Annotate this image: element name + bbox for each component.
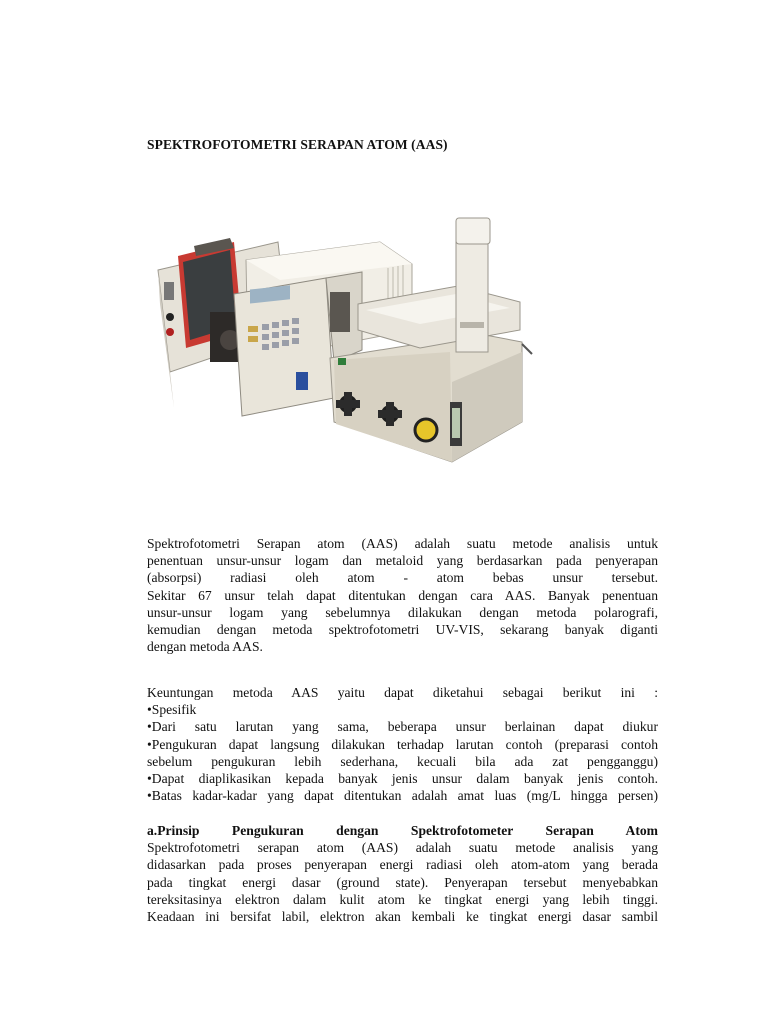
- intro-paragraph: [147, 535, 658, 655]
- list-item: sebelum pengukuran lebih sederhana, kecuali bila ada zat pengganggu): [147, 753, 658, 769]
- paragraph-line: Keadaan ini bersifat labil, elektron akan kembali ke tingkat energi dasar sambil: [147, 908, 658, 924]
- paragraph-line: pada tingkat energi dasar (ground state). Penyerapan tersebut menyebabkan: [147, 874, 658, 890]
- list-item: •Dapat diaplikasikan kepada banyak jenis unsur dalam banyak jenis contoh.: [147, 770, 658, 786]
- advantages-intro: Keuntungan metoda AAS yaitu dapat diketahui sebagai berikut ini :: [147, 685, 658, 700]
- list-item: •Dari satu larutan yang sama, beberapa unsur berlainan dapat diukur: [147, 719, 658, 735]
- paragraph-line: didasarkan pada proses penyerapan energi radiasi oleh atom-atom yang berada: [147, 857, 658, 873]
- section-heading: a.Prinsip Pengukuran dengan Spektrofotometer Serapan Atom: [147, 823, 658, 838]
- paragraph-line: unsur-unsur logam yang sebelumnya dilakukan dengan metoda polarografi,: [147, 604, 658, 620]
- list-item: •Batas kadar-kadar yang dapat ditentukan adalah amat luas (mg/L hingga persen): [147, 788, 658, 804]
- paragraph-line: tereksitasinya elektron dalam kulit atom ke tingkat energi yang lebih tinggi.: [147, 891, 658, 907]
- advantages-list: [147, 684, 658, 804]
- aas-instrument-photo: [150, 212, 540, 474]
- paragraph-line: Sekitar 67 unsur telah dapat ditentukan dengan cara AAS. Banyak penentuan: [147, 587, 658, 603]
- document-title: SPEKTROFOTOMETRI SERAPAN ATOM (AAS): [147, 137, 448, 152]
- list-item: •Pengukuran dapat langsung dilakukan terhadap larutan contoh (preparasi contoh: [147, 736, 658, 752]
- paragraph-line: penentuan unsur-unsur logam dan metaloid yang berdasarkan pada penyerapan: [147, 553, 658, 569]
- paragraph-line: Spektrofotometri Serapan atom (AAS) adalah suatu metode analisis untuk: [147, 536, 658, 551]
- paragraph-line: kemudian dengan metoda spektrofotometri UV-VIS, sekarang banyak diganti: [147, 621, 658, 637]
- paragraph-line: (absorpsi) radiasi oleh atom - atom bebas unsur tersebut.: [147, 570, 658, 586]
- list-item: •Spesifik: [147, 702, 197, 718]
- paragraph-line: Spektrofotometri serapan atom (AAS) adalah suatu metode analisis yang: [147, 840, 658, 856]
- principle-section: [147, 822, 658, 925]
- paragraph-line: dengan metoda AAS.: [147, 639, 263, 655]
